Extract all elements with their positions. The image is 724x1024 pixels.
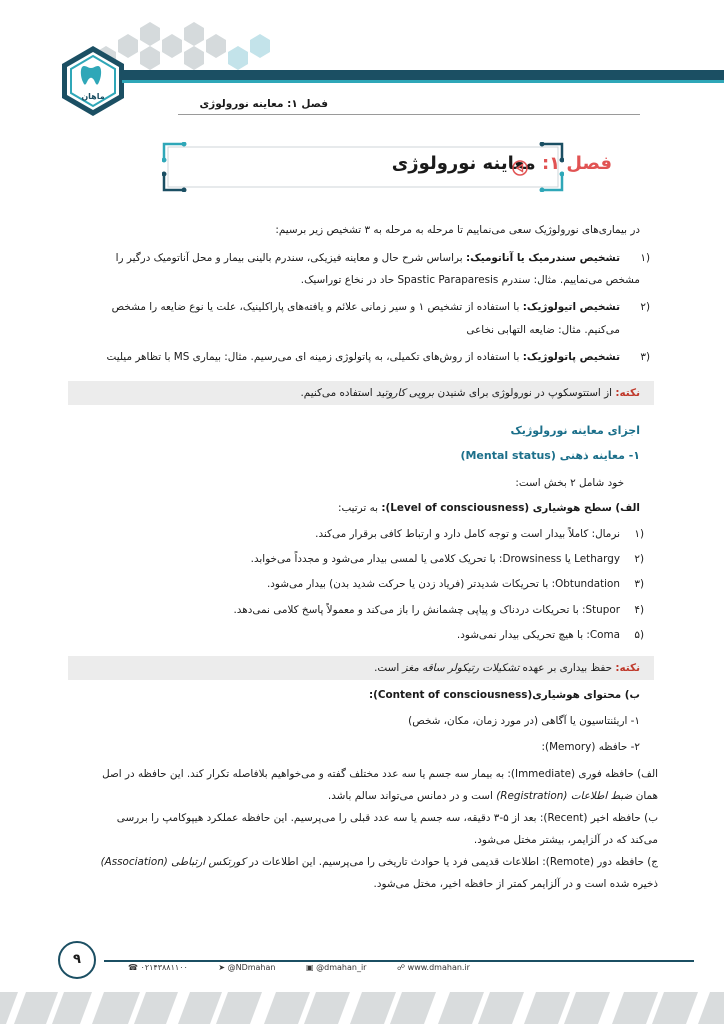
note-2-text: نکته: حفظ بیداری بر عهده تشکیلات رتیکولر ساقه مغز است. <box>374 662 640 674</box>
svg-text:ماهان: ماهان <box>81 92 105 101</box>
list-number: ۳) <box>634 578 644 590</box>
consciousness-level-item: Lethargy یا Drowsiness: با تحریک کلامی یا لمسی بیدار می‌شود و مجدداً می‌خوابد. <box>250 553 620 565</box>
section-title: اجزای معاینه نورولوژیک <box>510 424 640 437</box>
memory-remote-line-1: ج) حافظه دور (Remote): اطلاعات قدیمی فرد یا حوادث تاریخی را می‌پرسیم. این اطلاعات در کورتکس ارتباطی (Association) <box>100 856 658 868</box>
running-head-rule <box>178 114 640 115</box>
part-a-heading: الف) سطح هوشیاری (Level of consciousness): به ترتیب: <box>337 502 640 514</box>
list-number: ۴) <box>634 604 644 616</box>
chapter-name: معاینه نورولوژی <box>391 153 536 174</box>
diagnosis-term: تشخیص اتیولوژیک: <box>522 301 620 313</box>
consciousness-level-item: نرمال: کاملاً بیدار است و توجه کامل دارد و ارتباط کافی برقرار می‌کند. <box>315 528 620 540</box>
diagnosis-term: تشخیص سندرمیک یا آناتومیک: <box>465 252 620 264</box>
part-b-item: ۱- اریئنتاسیون یا آگاهی (در مورد زمان، مکان، شخص) <box>408 715 640 727</box>
list-number: ۱) <box>640 252 650 264</box>
part-b-heading: ب) محتوای هوشیاری(Content of consciousness): <box>368 689 640 701</box>
page-number: ۹ <box>58 941 96 979</box>
chapter-number: فصل ۱: <box>541 153 612 174</box>
mahan-logo <box>56 44 130 118</box>
note-label: نکته: <box>615 662 640 674</box>
intro-text: در بیماری‌های نورولوژیک سعی می‌نماییم تا مرحله به مرحله به ۳ تشخیص زیر برسیم: <box>275 224 640 236</box>
diagnosis-3-line-1: تشخیص پاتولوژیک: با استفاده از روش‌های تکمیلی، به پاتولوژی زمینه ای می‌رسیم. مثال: بیماری MS با تظاهر میلیت <box>106 351 620 363</box>
list-number: ۲) <box>640 301 650 313</box>
memory-recent-line-2: می‌کند که در آلزایمر، بیشتر مختل می‌شود. <box>473 834 658 846</box>
memory-remote-line-2: ذخیره شده است و در آلزایمر کمتر از حافظه اخیر، مختل می‌شود. <box>373 878 658 890</box>
running-head: فصل ۱: معاینه نورولوژی <box>199 98 328 110</box>
consciousness-level-item: Obtundation: با تحریکات شدیدتر (فریاد زدن یا حرکت شدید بدن) بیدار می‌شود. <box>266 578 620 590</box>
subsection-intro: خود شامل ۲ بخش است: <box>515 477 624 489</box>
subsection-title: ۱- معاینه ذهنی (Mental status) <box>460 449 640 462</box>
instagram-contact: ▣ @dmahan_ir <box>306 963 367 972</box>
diagnosis-1-line-2: مشخص می‌نماییم. مثال: سندرم Spastic Paraparesis حاد در نخاع توراسیک. <box>300 274 640 286</box>
chapter-arrow-icon <box>512 160 528 176</box>
header-bar <box>122 70 724 80</box>
list-number: ۱) <box>634 528 644 540</box>
list-number: ۳) <box>640 351 650 363</box>
footer-contacts <box>128 963 498 972</box>
chapter-title <box>392 153 612 174</box>
consciousness-level-item: Coma: با هیچ تحریکی بیدار نمی‌شود. <box>456 629 620 641</box>
consciousness-level-item: Stupor: با تحریکات دردناک و پیاپی چشمانش را باز می‌کند و معمولاً پاسخ کلامی نمی‌دهد. <box>233 604 620 616</box>
footer-rule <box>104 960 694 962</box>
grunge-footer-texture <box>0 986 724 1024</box>
memory-recent-line-1: ب) حافظه اخیر (Recent): بعد از ۵-۳ دقیقه، سه جسم یا سه عدد قبلی را می‌پرسیم. این حافظه عملکرد هیپوکامپ را بررسی <box>116 812 658 824</box>
website-contact: ☍ www.dmahan.ir <box>397 963 470 972</box>
phone-contact: ☎ ۰۲۱۴۳۸۸۱۱۰۰ <box>128 963 188 972</box>
list-number: ۲) <box>634 553 644 565</box>
note-1-text: نکته: از استتوسکوپ در نورولوژی برای شنیدن برویی کاروتید استفاده می‌کنیم. <box>300 387 640 399</box>
note-label: نکته: <box>615 387 640 399</box>
telegram-contact: ➤ @NDmahan <box>218 963 276 972</box>
diagnosis-2-line-1: تشخیص اتیولوژیک: با استفاده از تشخیص ۱ و سیر زمانی علائم و یافته‌های پاراکلینیک، علت یا نوع ضایعه را مشخص <box>111 301 620 313</box>
list-number: ۵) <box>634 629 644 641</box>
diagnosis-1-line-1: تشخیص سندرمیک یا آناتومیک: براساس شرح حال و معاینه فیزیکی، سندرم بالینی بیمار و محل آناتومیک درگیر را <box>115 252 620 264</box>
header-bar-accent <box>122 80 724 83</box>
diagnosis-2-line-2: می‌کنیم. مثال: ضایعه التهابی نخاعی <box>466 324 620 336</box>
memory-immediate-line-1: الف) حافظه فوری (Immediate): به بیمار سه جسم یا سه عدد مختلف گفته و می‌خواهیم بلافاصله تکرار کند. این حافظه در اصل <box>102 768 658 780</box>
memory-immediate-line-2: همان ضبط اطلاعات (Registration) است و در دمانس می‌تواند سالم باشد. <box>327 790 658 802</box>
diagnosis-term: تشخیص پاتولوژیک: <box>522 351 620 363</box>
part-b-item: ۲- حافظه (Memory): <box>541 741 640 753</box>
